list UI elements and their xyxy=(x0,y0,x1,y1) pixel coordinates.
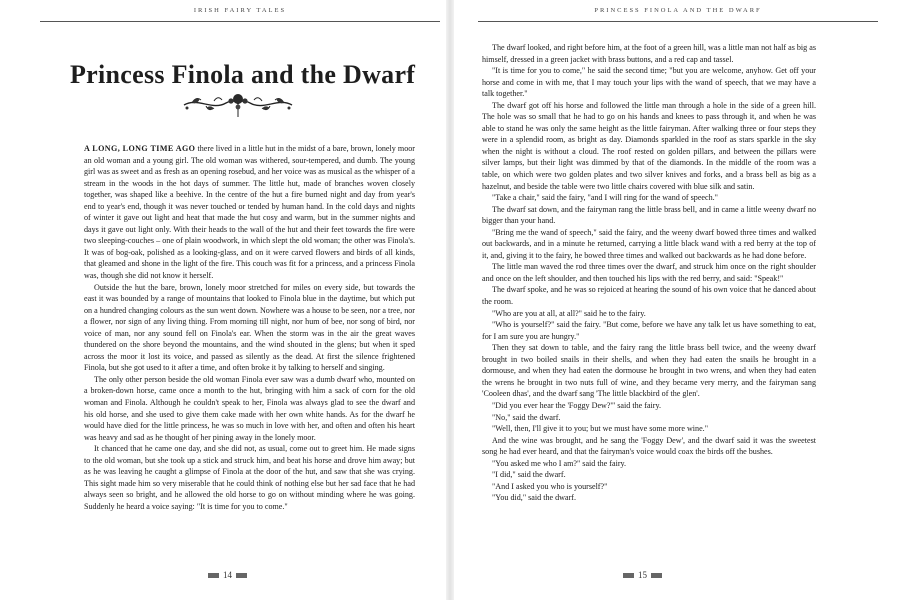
paragraph: "No," said the dwarf. xyxy=(492,412,561,422)
right-folio xyxy=(623,570,662,580)
left-running-head: IRISH FAIRY TALES xyxy=(193,7,287,14)
paragraph: The little man waved the rod three times over the dwarf, and struck him once on the right shoulder and once on the left shoulder, and then touched his lips with the red berry, and said: "Speak!" xyxy=(482,262,816,283)
paragraph: Then they sat down to table, and the fairy rang the little brass bell twice, and the weeny dwarf brought in two boiled snails in their shells, and when they had eaten the snails he brought in a dormouse, and when they had eaten the dormouse he brought in two wrens, and when they had eaten the wrens he brought in two nuts full of wine, and they became very merry, and the fairyman sang 'Cooleen dhas', and the dwarf sang 'The little blackbird of the glen'. xyxy=(482,343,816,399)
lead-in: A LONG, LONG TIME AGO xyxy=(84,144,196,153)
paragraph: It chanced that he came one day, and she did not, as usual, come out to greet him. He made signs to the old woman, but she took up a stick and struck him, and beat his horse and drove him away; but as he was leaving he caught a glimpse of Finola at the door of the hut, and saw that she was crying. This sight made him so very miserable that he could think of nothing else but her sad face that he had always seen so bright, and he allowed the old horse to go on without minding where he was going. Suddenly he heard a voice saying: "It is time for you to come." xyxy=(84,444,415,511)
left-page xyxy=(0,0,447,600)
paragraph: "I did," said the dwarf. xyxy=(492,470,566,480)
paragraph: The dwarf sat down, and the fairyman rang the little brass bell, and in came a little weeny dwarf no bigger than your hand. xyxy=(482,204,816,226)
page-number: 15 xyxy=(638,570,647,580)
paragraph: "Bring me the wand of speech," said the fairy, and the weeny dwarf bowed three times and walked out backwards, and in a minute he returned, carrying a little black wand with a red berry at the top of it, and, giving it to the fairy, he bowed three times and walked out backwards as he had done before. xyxy=(482,227,816,260)
folio-flourish-icon xyxy=(208,573,219,578)
paragraph: "Did you ever hear the 'Foggy Dew?'" said the fairy. xyxy=(492,400,662,410)
paragraph: "You did," said the dwarf. xyxy=(492,493,577,503)
paragraph: "And I asked you who is yourself?" xyxy=(492,481,608,491)
right-header-rule xyxy=(478,21,878,22)
folio-flourish-icon xyxy=(651,573,662,578)
paragraph: "You asked me who I am?" said the fairy. xyxy=(492,458,627,468)
paragraph: A LONG, LONG TIME AGO there lived in a little hut in the midst of a bare, brown, lonely moor an old woman and a young girl. The old woman was withered, sour-tempered, and dumb. The young girl was as sweet and as fresh as an opening rosebud, and her voice was as musical as the whisper of a stream in the woods in the hot days of summer. The little hut, made of branches woven closely together, was shaped like a beehive. In the centre of the hut a fire burned night and day from year's end to year's end, though it was never touched or tended by human hand. In the cold days and nights of winter it gave out light and heat that made the hut cosy and warm, but in the summer nights and days it gave out light only. With their heads to the wall of the hut and their feet towards the fire were two sleeping-couches – one of plain woodwork, in which slept the old woman; the other was Finola's. It was of bog-oak, polished as a looking-glass, and on it were carved flowers and birds of all kinds, that gleamed and shone in the light of the fire. This couch was fit for a princess, and a princess Finola was, though she did not know it herself. xyxy=(84,144,416,281)
paragraph: The dwarf looked, and right before him, at the foot of a green hill, was a little man not half as big as himself, dressed in a green jacket with brass buttons, and a red cap and tassel. xyxy=(482,43,816,64)
paragraph: The dwarf spoke, and he was so rejoiced at hearing the sound of his own voice that he danced about the room. xyxy=(482,285,816,307)
left-folio xyxy=(208,570,247,580)
right-text-column xyxy=(482,42,816,504)
folio-flourish-icon xyxy=(236,573,247,578)
paragraph: "Who are you at all, at all?" said he to the fairy. xyxy=(492,308,646,318)
paragraph: "Take a chair," said the fairy, "and I will ring for the wand of speech." xyxy=(492,193,718,203)
paragraph: And the wine was brought, and he sang the 'Foggy Dew', and the dwarf said it was the sweetest song he had ever heard, and that the fairyman's voice would coax the birds off the bushes. xyxy=(482,435,816,457)
page-number: 14 xyxy=(223,570,232,580)
left-header-rule xyxy=(40,21,440,22)
paragraph: "Who is yourself?" said the fairy. "But come, before we have any talk let us have something to eat, for I am sure you are hungry." xyxy=(482,320,816,341)
paragraph: Outside the hut the bare, brown, lonely moor stretched for miles on every side, but towards the east it was bounded by a range of mountains that looked to Finola blue in the daytime, but which put on a hundred changing colours as the sun went down. Nowhere was a house to be seen, nor a tree, nor a flower, nor sign of any living thing. From morning till night, nor hum of bee, nor song of bird, nor voice of man, nor any sound fell on Finola's ear. When the storm was in the air the great waves thundered on the shore beyond the mountains, and the wind shouted in the glens; but when it sped across the moor it lost its voice, and passed as silently as the dead. At first the silence frightened Finola, but she got used to it after a time, and often broke it by talking to herself and singing. xyxy=(84,282,415,373)
right-running-head: PRINCESS FINOLA AND THE DWARF xyxy=(594,7,762,14)
folio-flourish-icon xyxy=(623,573,634,578)
floral-vine-ornament-icon xyxy=(178,87,298,121)
page-title: Princess Finola and the Dwarf xyxy=(70,60,416,89)
right-page xyxy=(453,0,900,600)
paragraph: The dwarf got off his horse and followed the little man through a hole in the side of a green hill. The hole was so small that he had to go on his hands and knees to pass through it, and when he was able to stand he was only the same height as the little fairyman. After walking three or four steps they were in a splendid room, as bright as day. Diamonds sparkled in the roof as stars sparkle in the sky when the night is without a cloud. The roof rested on golden pillars, and between the pillars were silver lamps, but their light was dimmed by that of the diamonds. In the middle of the room was a table, on which were two golden plates and two silver knives and forks, and a brass bell as big as a hazelnut, and beside the table were two little chairs covered with blue silk and satin. xyxy=(482,100,816,191)
paragraph: The only other person beside the old woman Finola ever saw was a dumb dwarf who, mounted on a broken-down horse, came once a month to the hut, bringing with him a sack of corn for the old woman and Finola. Although he couldn't speak to her, Finola was always glad to see the dwarf and his old horse, and she used to give them cake made with her own white hands. As for the dwarf he would have died for the little princess, he was so much in love with her, and often and often his heart was heavy and sad as he thought of her pining away in the lonely moor. xyxy=(84,374,415,442)
paragraph: "It is time for you to come," he said the second time; "but you are welcome, anyhow. Get off your horse and come in with me, that I may touch your lips with the wand of speech, that we may have a talk together." xyxy=(482,66,816,99)
left-text-column xyxy=(84,143,415,513)
paragraph: "Well, then, I'll give it to you; but we must have some more wine." xyxy=(492,424,709,434)
